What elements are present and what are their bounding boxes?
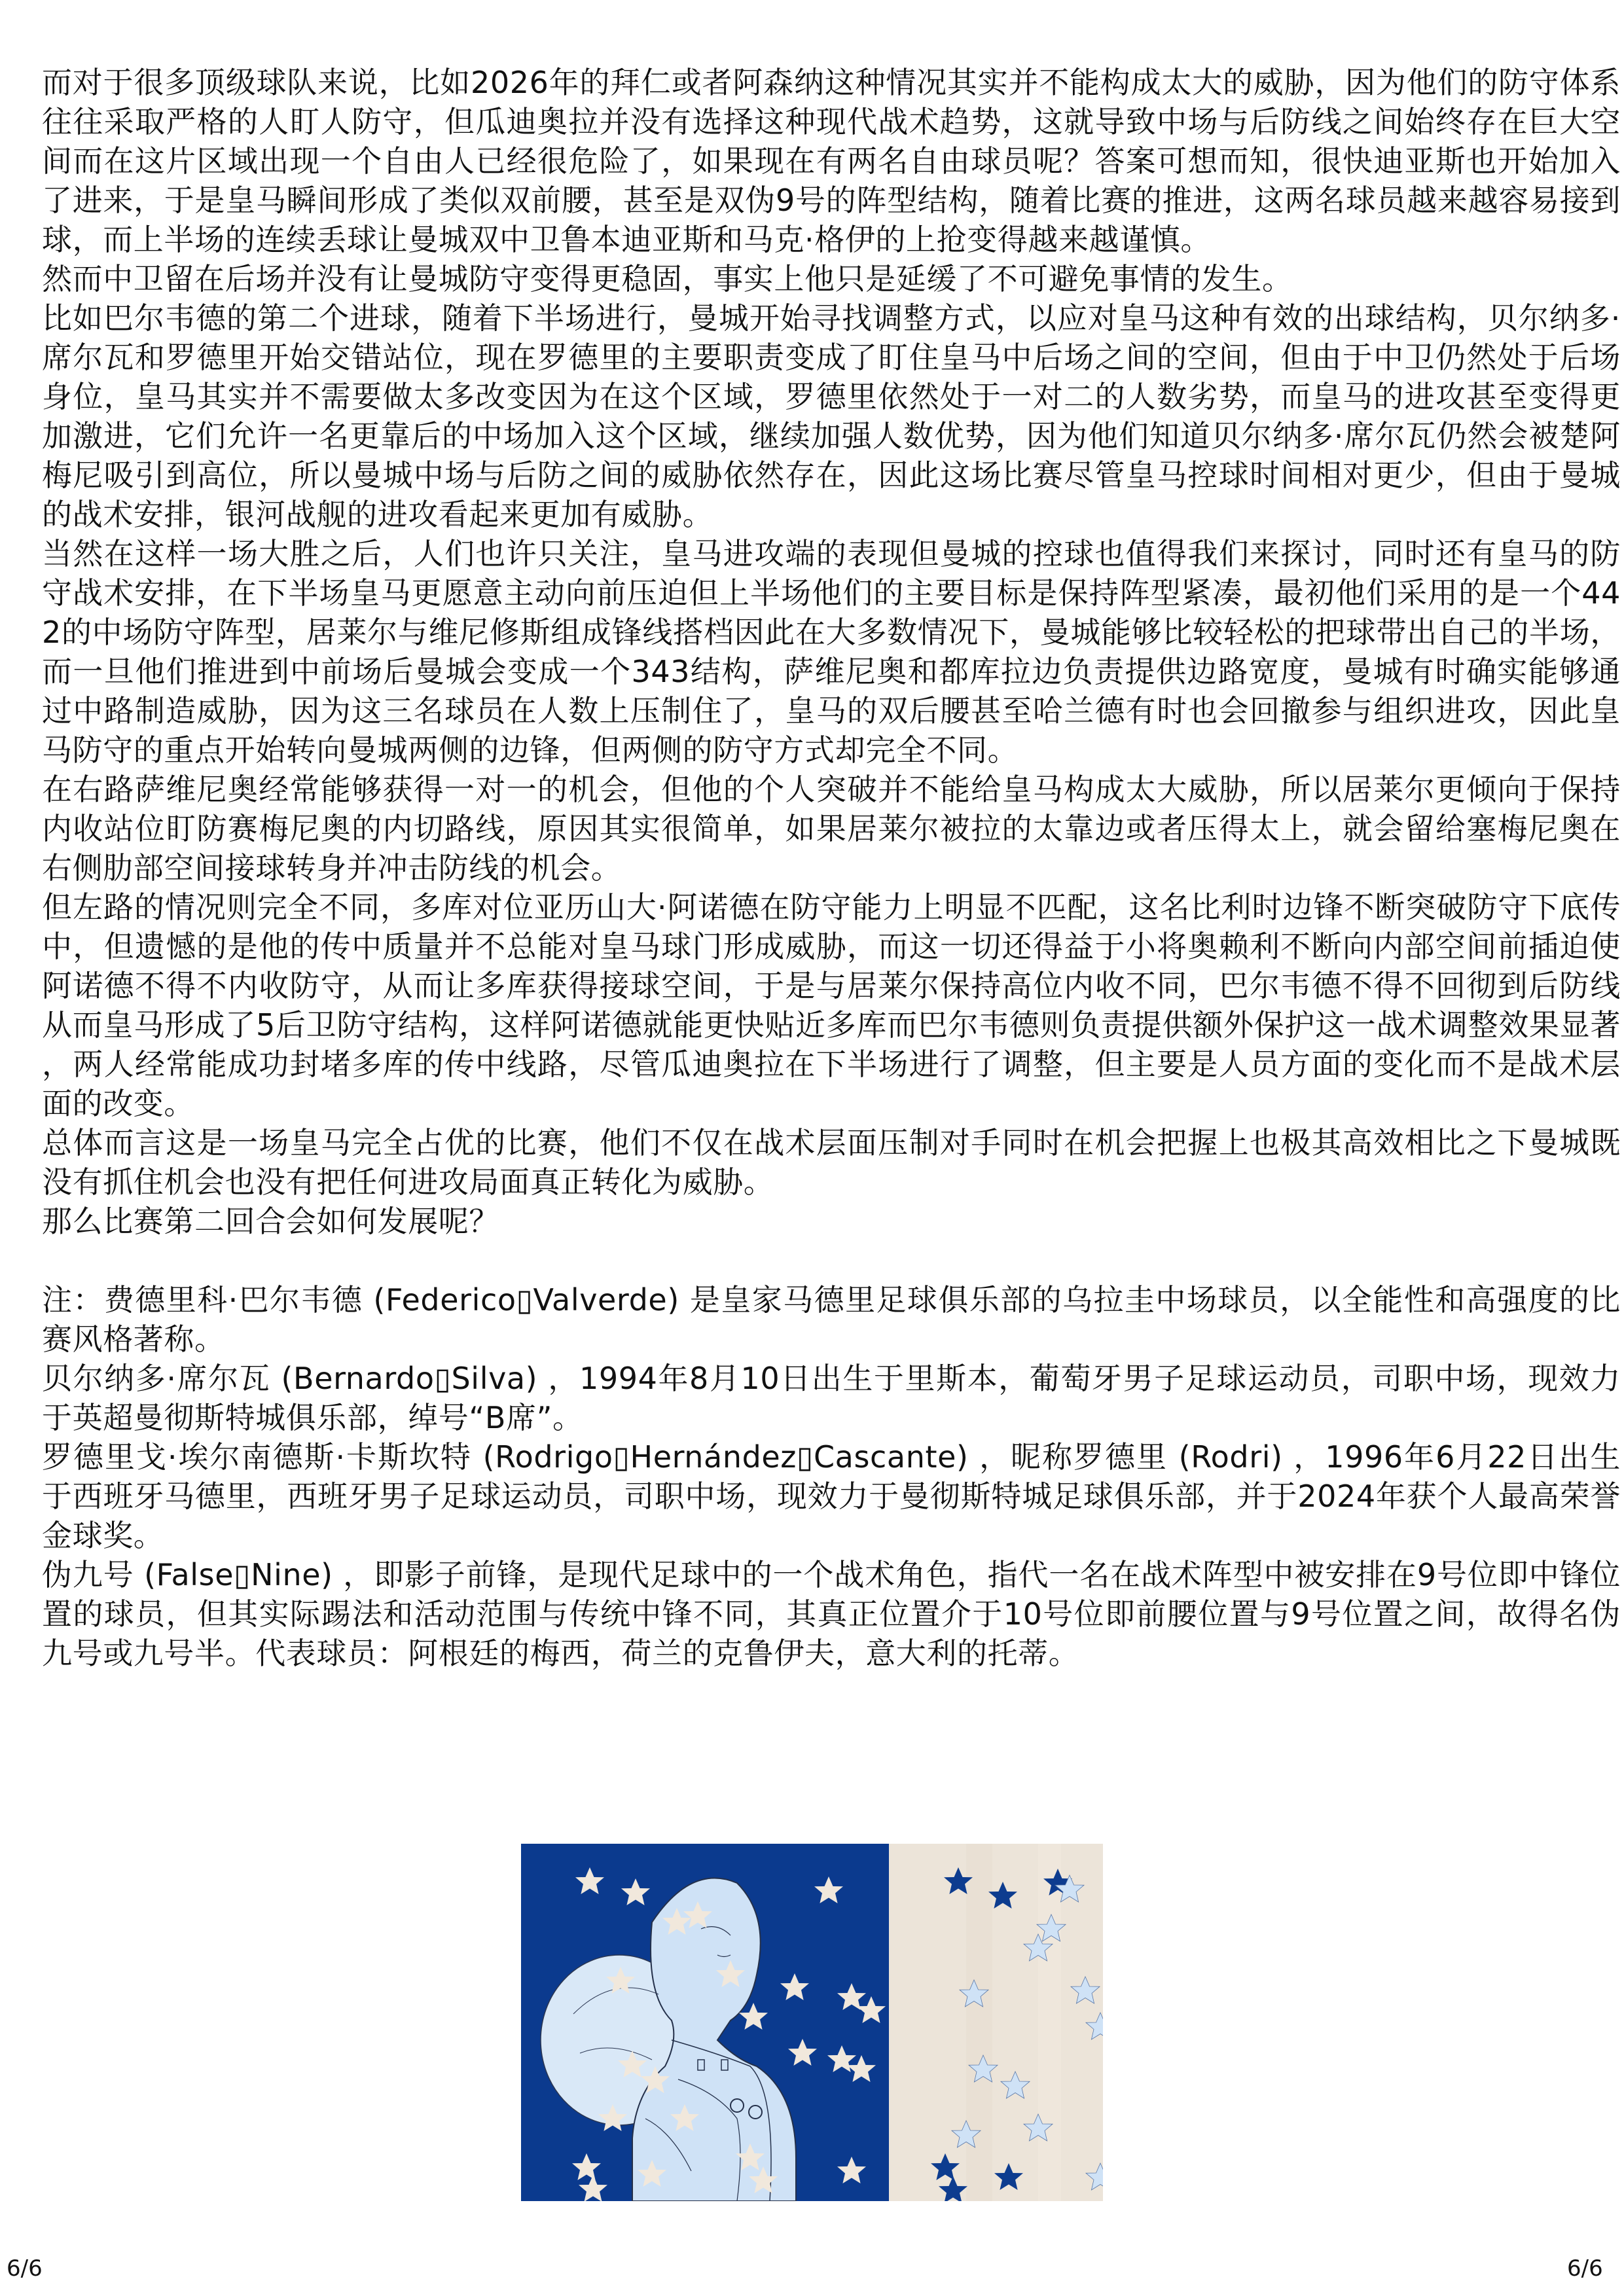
illustration-image [521, 1844, 1103, 2201]
note-false-nine: 伪九号 (False▯Nine) ，即影子前锋，是现代足球中的一个战术角色，指代一名在战术阵型中被安排在9号位即中锋位置的球员，但其实际踢法和活动范围与传统中锋不同，其真正位置介于10号位即前腰位置与9号位置之间，故得名伪九号或九号半。代表球员：阿根廷的梅西，荷兰的克鲁伊夫，意大利的托蒂。 [42, 1557, 1621, 1671]
note-bernardo-silva: 贝尔纳多·席尔瓦 (Bernardo▯Silva) ，1994年8月10日出生于里斯本，葡萄牙男子足球运动员，司职中场，现效力于英超曼彻斯特城俱乐部，绰号“B席”。 [42, 1361, 1621, 1435]
paragraph-possession: 当然在这样一场大胜之后，人们也许只关注，皇马进攻端的表现但曼城的控球也值得我们来探讨，同时还有皇马的防守战术安排，在下半场皇马更愿意主动向前压迫但上半场他们的主要目标是保持阵型紧凑，最初他们采用的是一个442的中场防守阵型，居莱尔与维尼修斯组成锋线搭档因此在大多数情况下，曼城能够比较轻松的把球带出自己的半场，而一旦他们推进到中前场后曼城会变成一个343结构，萨维尼奥和都库拉边负责提供边路宽度，曼城有时确实能够通过中路制造威胁，因为这三名球员在人数上压制住了，皇马的双后腰甚至哈兰德有时也会回撤参与组织进攻，因此皇马防守的重点开始转向曼城两侧的边锋，但两侧的防守方式却完全不同。 [42, 536, 1621, 768]
paragraph-second-goal: 比如巴尔韦德的第二个进球，随着下半场进行，曼城开始寻找调整方式，以应对皇马这种有效的出球结构，贝尔纳多·席尔瓦和罗德里开始交错站位，现在罗德里的主要职责变成了盯住皇马中后场之间的空间，但由于中卫仍然处于后场身位，皇马其实并不需要做太多改变因为在这个区域，罗德里依然处于一对二的人数劣势，而皇马的进攻甚至变得更加激进，它们允许一名更靠后的中场加入这个区域，继续加强人数优势，因为他们知道贝尔纳多·席尔瓦仍然会被楚阿梅尼吸引到高位，所以曼城中场与后防之间的威胁依然存在，因此这场比赛尽管皇马控球时间相对更少，但由于曼城的战术安排，银河战舰的进攻看起来更加有威胁。 [42, 300, 1621, 532]
paragraph-center-backs: 然而中卫留在后场并没有让曼城防守变得更稳固，事实上他只是延缓了不可避免事情的发生。 [42, 261, 1293, 296]
spacer [42, 1241, 1621, 1280]
page-number-right: 6/6 [1567, 2255, 1603, 2282]
page-number-left: 6/6 [7, 2255, 43, 2282]
note-valverde: 注：费德里科·巴尔韦德 (Federico▯Valverde) 是皇家马德里足球俱乐部的乌拉圭中场球员，以全能性和高强度的比赛风格著称。 [42, 1282, 1621, 1357]
paragraph-question: 那么比赛第二回合会如何发展呢？ [42, 1204, 499, 1239]
paragraph-left-flank: 但左路的情况则完全不同，多库对位亚历山大·阿诺德在防守能力上明显不匹配，这名比利时边锋不断突破防守下底传中，但遗憾的是他的传中质量并不总能对皇马球门形成威胁，而这一切还得益于小将奥赖利不断向内部空间前插迫使阿诺德不得不内收防守，从而让多库获得接球空间，于是与居莱尔保持高位内收不同，巴尔韦德不得不回彻到后防线从而皇马形成了5后卫防守结构，这样阿诺德就能更快贴近多库而巴尔韦德则负责提供额外保护这一战术调整效果显著，两人经常能成功封堵多库的传中线路，尽管瓜迪奥拉在下半场进行了调整，但主要是人员方面的变化而不是战术层面的改变。 [42, 889, 1621, 1121]
document-body [42, 63, 1621, 1673]
illustration-graphic [521, 1844, 1103, 2201]
paragraph-summary: 总体而言这是一场皇马完全占优的比赛，他们不仅在战术层面压制对手同时在机会把握上也极其高效相比之下曼城既没有抓住机会也没有把任何进攻局面真正转化为威胁。 [42, 1125, 1621, 1200]
paragraph-defense-system: 而对于很多顶级球队来说，比如2026年的拜仁或者阿森纳这种情况其实并不能构成太大的威胁，因为他们的防守体系往往采取严格的人盯人防守，但瓜迪奥拉并没有选择这种现代战术趋势，这就导致中场与后防线之间始终存在巨大空间而在这片区域出现一个自由人已经很危险了，如果现在有两名自由球员呢？答案可想而知，很快迪亚斯也开始加入了进来，于是皇马瞬间形成了类似双前腰，甚至是双伪9号的阵型结构，随着比赛的推进，这两名球员越来越容易接到球，而上半场的连续丢球让曼城双中卫鲁本迪亚斯和马克·格伊的上抢变得越来越谨慎。 [42, 65, 1621, 257]
paragraph-right-flank: 在右路萨维尼奥经常能够获得一对一的机会，但他的个人突破并不能给皇马构成太大威胁，所以居莱尔更倾向于保持内收站位盯防赛梅尼奥的内切路线，原因其实很简单，如果居莱尔被拉的太靠边或者压得太上，就会留给塞梅尼奥在右侧肋部空间接球转身并冲击防线的机会。 [42, 772, 1621, 886]
note-rodri: 罗德里戈·埃尔南德斯·卡斯坎特 (Rodrigo▯Hernández▯Cascante) ，昵称罗德里 (Rodri) ，1996年6月22日出生于西班牙马德里，西班牙男子足球运动员，司职中场，现效力于曼彻斯特城足球俱乐部，并于2024年获个人最高荣誉金球奖。 [42, 1439, 1621, 1553]
